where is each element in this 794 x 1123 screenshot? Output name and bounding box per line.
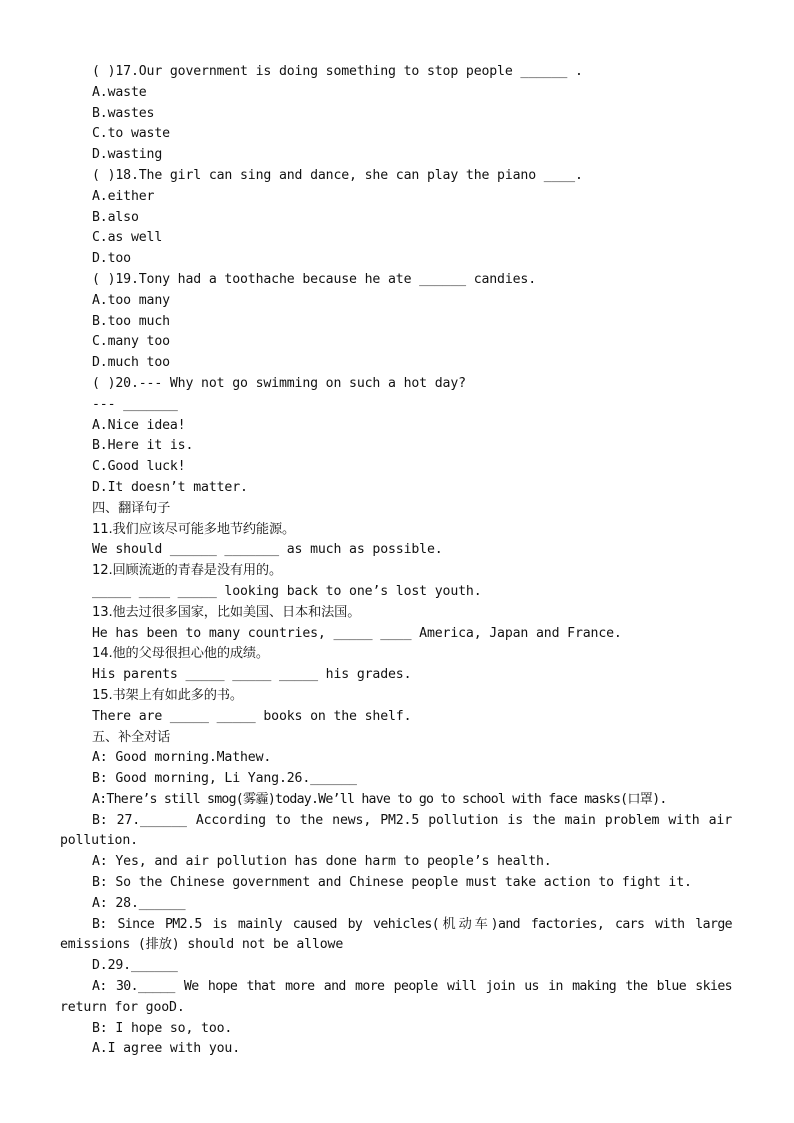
dialogue-line-12: A.I agree with you. — [92, 1041, 241, 1057]
document-page — [0, 62, 794, 1060]
question-20-option-b: B.Here it is. — [92, 438, 194, 454]
question-19-option-b: B.too much — [92, 313, 170, 329]
dialogue-line-6: B: So the Chinese government and Chinese people must take action to fight it. — [92, 875, 692, 891]
question-20-option-d: D.It doesn’t matter. — [92, 479, 248, 495]
question-17-stem: ( )17.Our government is doing something to stop people ______ . — [92, 64, 583, 79]
question-18-option-d: D.too — [92, 251, 131, 267]
dialogue-line-9: D.29.______ — [92, 958, 178, 974]
question-17-option-a: A.waste — [92, 84, 147, 100]
translation-13-english: He has been to many countries, _____ ____ America, Japan and France. — [92, 625, 622, 641]
question-17-option-b: B.wastes — [92, 105, 155, 121]
dialogue-section-heading: 五、补全对话 — [92, 729, 171, 745]
question-19-option-a: A.too many — [92, 292, 170, 308]
dialogue-line-7: A: 28.______ — [92, 895, 186, 911]
question-18-option-b: B.also — [92, 209, 139, 225]
question-19-option-d: D.much too — [92, 355, 170, 371]
dialogue-line-10-continued: return for gooD. — [60, 999, 185, 1015]
translation-14-chinese: 14.他的父母很担心他的成绩。 — [92, 646, 269, 662]
dialogue-line-3: A:There’s still smog(雾霾)today.We’ll have to go to school with face masks(口罩). — [92, 791, 667, 807]
translation-11-english: We should ______ _______ as much as possible. — [92, 542, 443, 558]
question-18-stem: ( )18.The girl can sing and dance, she can play the piano ____. — [92, 167, 583, 183]
translation-14-english: His parents _____ _____ _____ his grades. — [92, 667, 412, 683]
question-20-stem: ( )20.--- Why not go swimming on such a hot day? — [92, 375, 466, 391]
question-17-option-d: D.wasting — [92, 147, 163, 163]
dialogue-line-2: B: Good morning, Li Yang.26.______ — [92, 771, 357, 787]
translation-11-chinese: 11.我们应该尽可能多地节约能源。 — [92, 521, 296, 537]
dialogue-line-10: A: 30._____ We hope that more and more people will join us in making the blue skies — [92, 979, 732, 995]
translation-15-chinese: 15.书架上有如此多的书。 — [92, 687, 243, 703]
translation-12-chinese: 12.回顾流逝的青春是没有用的。 — [92, 563, 283, 579]
translation-13-chinese: 13.他去过很多国家，比如美国、日本和法国。 — [92, 604, 361, 620]
translation-section-heading: 四、翻译句子 — [92, 500, 171, 516]
dialogue-line-1: A: Good morning.Mathew. — [92, 750, 272, 766]
translation-12-english: _____ ____ _____ looking back to one’s lost youth. — [92, 583, 482, 599]
question-20-option-a: A.Nice idea! — [92, 417, 186, 433]
question-20-reply: --- _______ — [92, 396, 178, 412]
dialogue-line-8: B: Since PM2.5 is mainly caused by vehicles(机动车)and factories, cars with large — [92, 916, 732, 932]
dialogue-line-11: B: I hope so, too. — [92, 1020, 233, 1036]
question-19-stem: ( )19.Tony had a toothache because he ate ______ candies. — [92, 271, 537, 287]
dialogue-line-8-continued: emissions (排放) should not be allowe — [60, 937, 344, 953]
question-18-option-a: A.either — [92, 188, 155, 204]
dialogue-line-5: A: Yes, and air pollution has done harm to people’s health. — [92, 854, 552, 870]
question-19-option-c: C.many too — [92, 334, 170, 350]
question-17-option-c: C.to waste — [92, 126, 170, 142]
dialogue-line-4-continued: pollution. — [60, 833, 138, 849]
dialogue-line-4: B: 27.______ According to the news, PM2.5 pollution is the main problem with air — [92, 812, 732, 828]
translation-15-english: There are _____ _____ books on the shelf. — [92, 708, 412, 724]
question-20-option-c: C.Good luck! — [92, 459, 186, 475]
question-18-option-c: C.as well — [92, 230, 163, 246]
